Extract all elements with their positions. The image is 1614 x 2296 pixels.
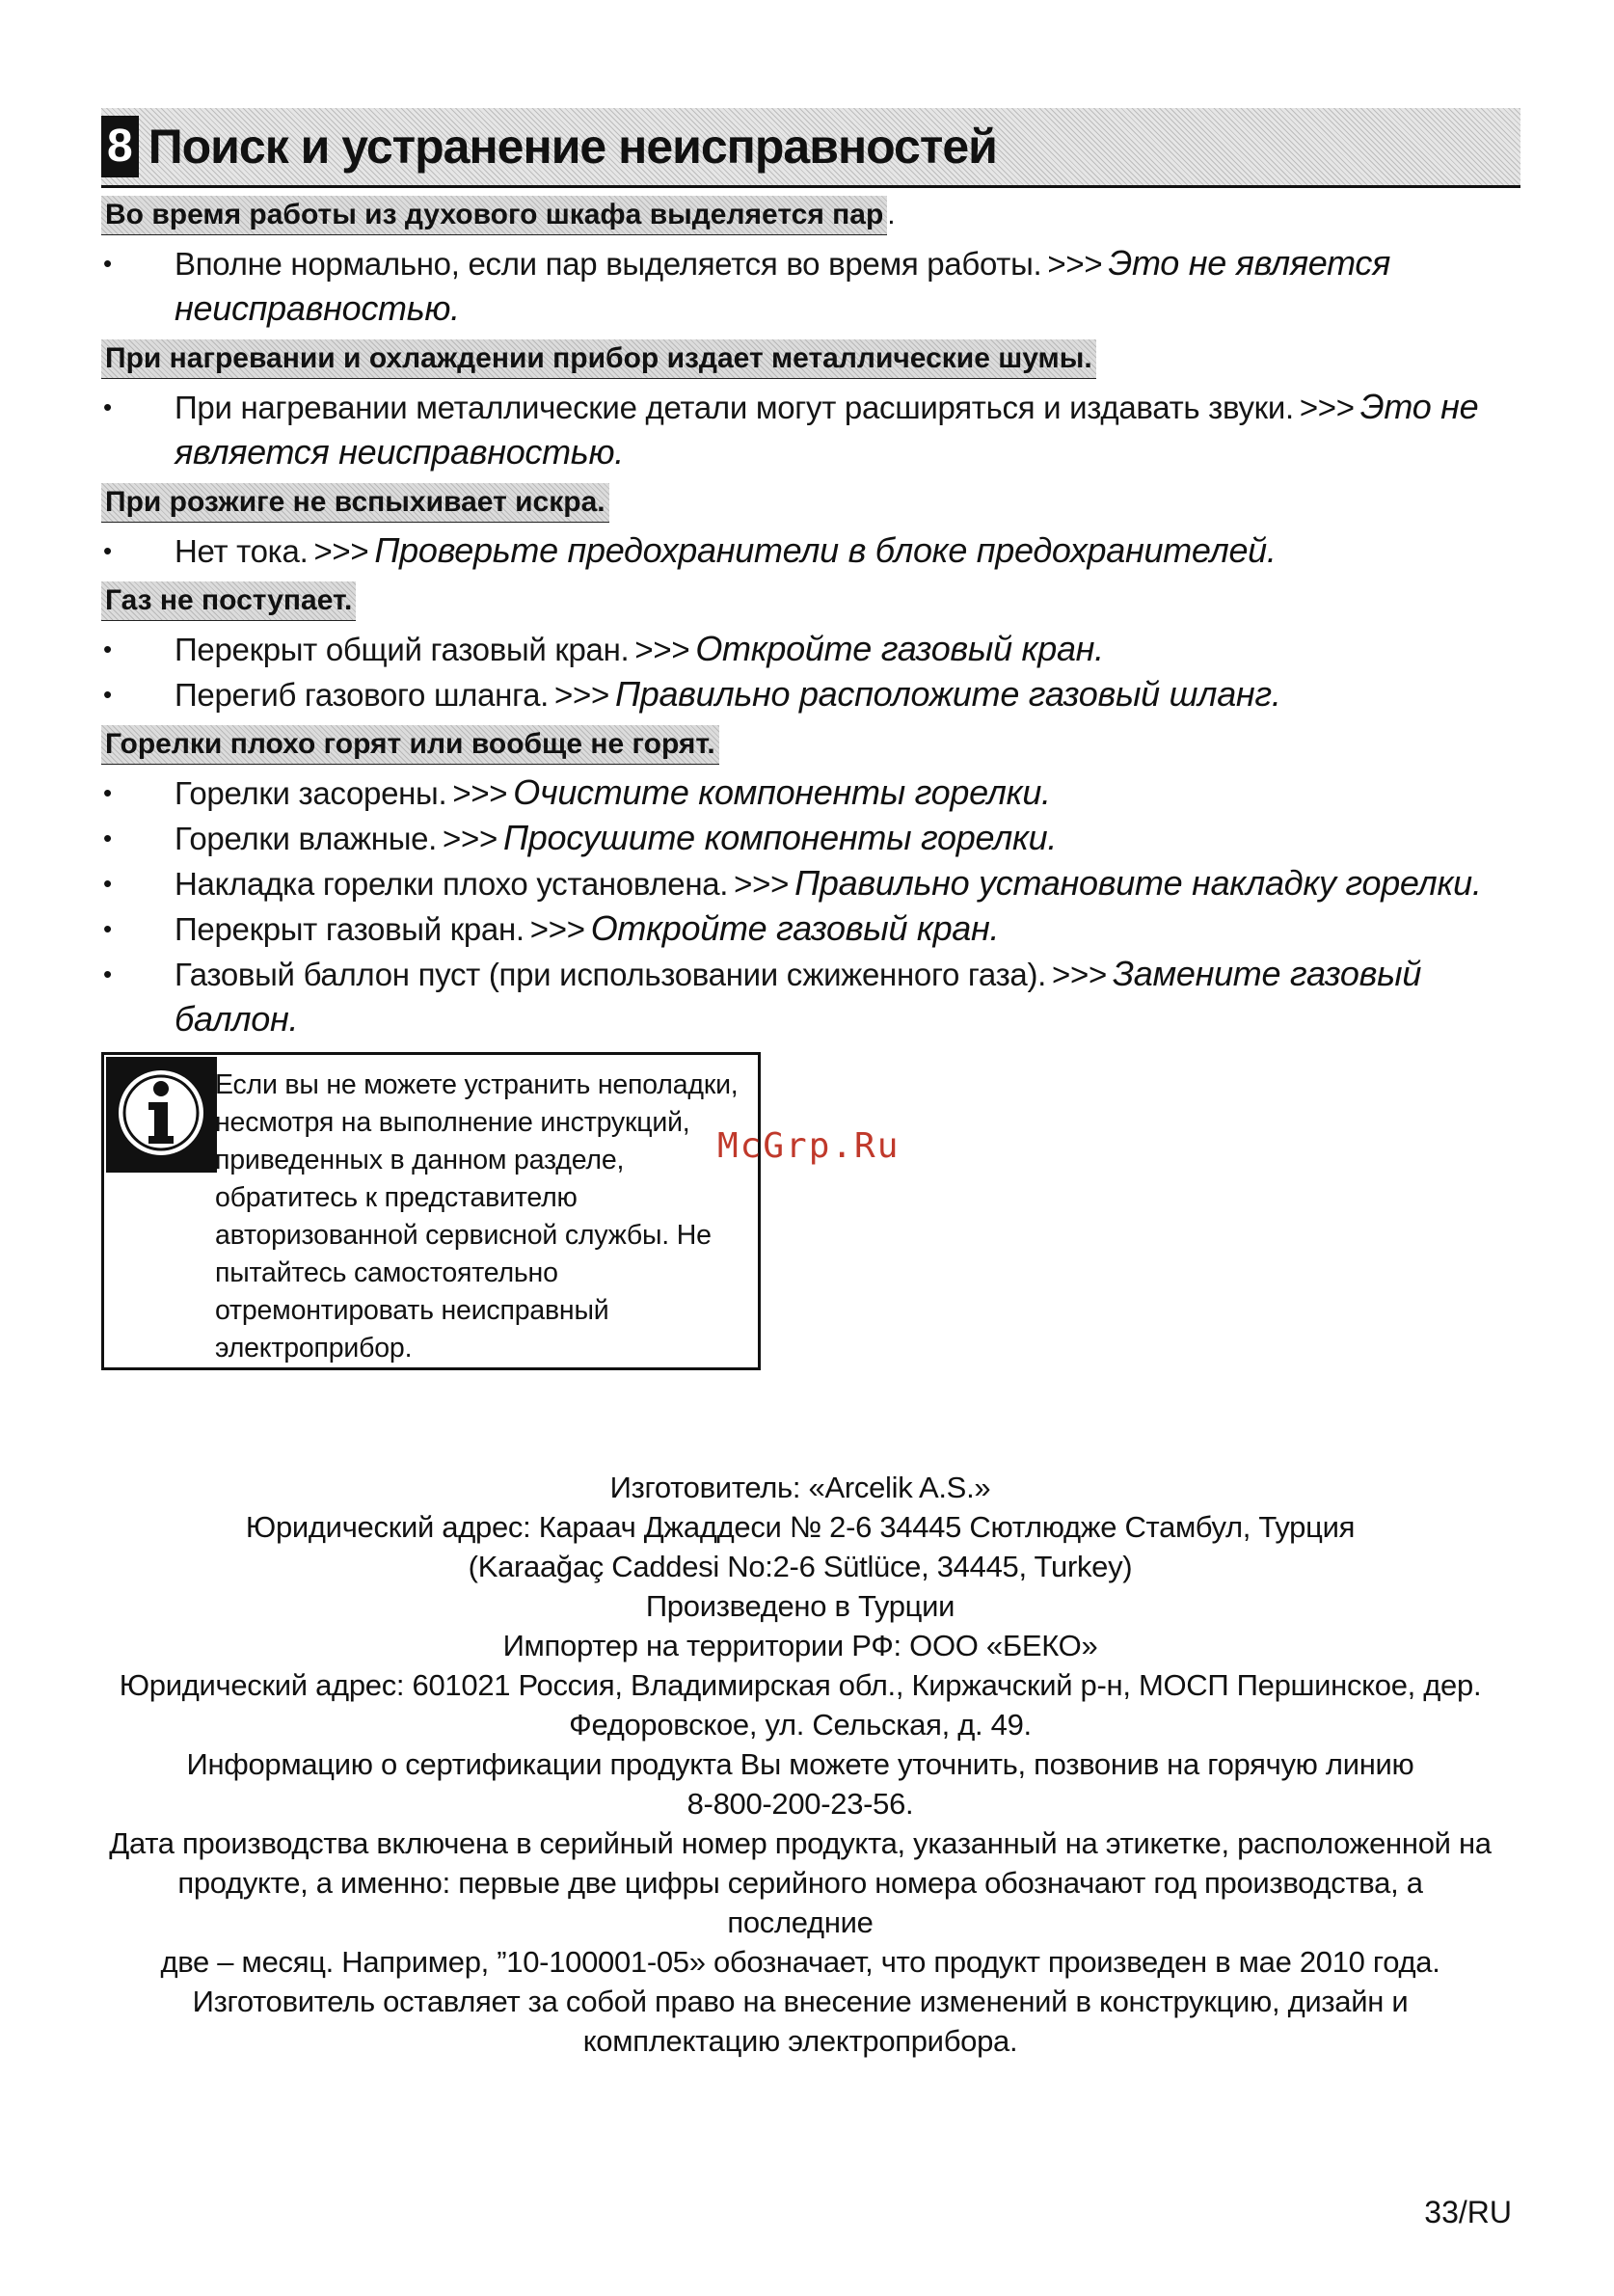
info-note-text: Если вы не можете устранить неполадки, несмотря на выполнение инструкций, приведенных в данном разделе, обратитесь к представителю авторизованной сервисной службы. Не пытайтесь самостоятельно отремонтировать неисправный электроприбор. — [215, 1069, 739, 1364]
cause-text: Горелки влажные. — [175, 821, 438, 856]
list-item — [101, 385, 1520, 475]
problem-title: Горелки плохо горят или вообще не горят. — [101, 725, 719, 765]
page-number: 33/RU — [1424, 2195, 1512, 2229]
arrows: >>> — [443, 821, 498, 856]
arrows: >>> — [634, 632, 690, 667]
info-icon — [106, 1057, 217, 1173]
action-text: Откройте газовый кран. — [695, 629, 1104, 668]
solution-list — [101, 385, 1520, 475]
solution-list — [101, 241, 1520, 332]
section-heading — [101, 108, 1520, 188]
action-text: Просушите компоненты горелки. — [502, 818, 1058, 857]
arrows: >>> — [1299, 390, 1355, 425]
footer-line: Изготовитель: «Arcelik A.S.» — [609, 1471, 991, 1504]
problem-title: Во время работы из духового шкафа выделяется пар — [101, 196, 887, 235]
manufacturer-info — [101, 1468, 1499, 2061]
arrows: >>> — [452, 775, 508, 811]
arrows: >>> — [554, 677, 609, 713]
problem-block — [101, 574, 1520, 717]
footer-line: две – месяц. Например, ”10-100001-05» обозначает, что продукт произведен в мае 2010 года. — [160, 1945, 1440, 1979]
problem-title-suffix: . — [887, 199, 896, 230]
problem-title: При розжиге не вспыхивает искра. — [101, 483, 609, 523]
solution-list — [101, 770, 1520, 1042]
list-item — [101, 241, 1520, 332]
footer-line: (Karaağaç Caddesi No:2-6 Sütlüce, 34445, Turkey) — [468, 1550, 1133, 1583]
solution-list — [101, 528, 1520, 574]
action-text: Очистите компоненты горелки. — [513, 772, 1051, 812]
action-text: Это не является неисправностью. — [175, 243, 1391, 328]
footer-line: Произведено в Турции — [645, 1589, 955, 1623]
action-text: Проверьте предохранители в блоке предохранителей. — [374, 530, 1277, 570]
cause-text: Газовый баллон пуст (при использовании сжиженного газа). — [175, 957, 1047, 992]
problem-title: При нагревании и охлаждении прибор издает металлические шумы. — [101, 339, 1096, 379]
footer-line: Информацию о сертификации продукта Вы можете уточнить, позвонив на горячую линию — [186, 1747, 1414, 1781]
problem-block — [101, 332, 1520, 475]
info-note — [101, 1052, 761, 1370]
problem-block — [101, 475, 1520, 574]
problem-title: Газ не поступает. — [101, 581, 356, 621]
action-text: Правильно расположите газовый шланг. — [614, 674, 1281, 714]
action-text: Правильно установите накладку горелки. — [794, 863, 1482, 903]
solution-list — [101, 627, 1520, 717]
footer-line: 8-800-200-23-56. — [686, 1787, 914, 1821]
list-item — [101, 672, 1520, 717]
section-number: 8 — [101, 116, 139, 177]
footer-line: Юридический адрес: Караач Джаддеси № 2-6 34445 Сютлюдже Стамбул, Турция — [245, 1510, 1356, 1544]
arrows: >>> — [734, 866, 790, 902]
arrows: >>> — [313, 533, 369, 569]
cause-text: Перекрыт газовый кран. — [175, 911, 525, 947]
troubleshooting-list — [101, 188, 1520, 1042]
list-item — [101, 627, 1520, 672]
list-item — [101, 528, 1520, 574]
arrows: >>> — [1047, 246, 1103, 282]
cause-text: Накладка горелки плохо установлена. — [175, 866, 729, 902]
action-text: Откройте газовый кран. — [590, 908, 1000, 948]
footer-line: Изготовитель оставляет за собой право на внесение изменений в конструкцию, дизайн и — [192, 1985, 1409, 2018]
footer-line: Юридический адрес: 601021 Россия, Владимирская обл., Киржачский р-н, МОСП Першинское, дер. — [119, 1668, 1482, 1702]
cause-text: При нагревании металлические детали могут расширяться и издавать звуки. — [175, 390, 1294, 425]
cause-text: Вполне нормально, если пар выделяется во время работы. — [175, 246, 1042, 282]
problem-block — [101, 188, 1520, 332]
action-text: Замените газовый баллон. — [175, 954, 1422, 1039]
arrows: >>> — [1052, 957, 1107, 992]
footer-line: Дата производства включена в серийный номер продукта, указанный на этикетке, расположенной на — [109, 1826, 1492, 1860]
list-item — [101, 952, 1520, 1042]
list-item — [101, 770, 1520, 816]
action-text: Это не является неисправностью. — [175, 387, 1479, 472]
arrows: >>> — [529, 911, 585, 947]
cause-text: Горелки засорены. — [175, 775, 447, 811]
footer-line: продукте, а именно: первые две цифры серийного номера обозначают год производства, а последние — [177, 1866, 1423, 1939]
section-title: Поиск и устранение неисправностей — [148, 120, 997, 174]
list-item — [101, 816, 1520, 861]
footer-line: Импортер на территории РФ: ООО «БЕКО» — [502, 1629, 1098, 1662]
cause-text: Нет тока. — [175, 533, 309, 569]
watermark: McGrp.Ru — [717, 1126, 901, 1166]
problem-block — [101, 717, 1520, 1042]
footer-line: Федоровское, ул. Сельская, д. 49. — [569, 1708, 1032, 1742]
cause-text: Перегиб газового шланга. — [175, 677, 550, 713]
list-item — [101, 906, 1520, 952]
cause-text: Перекрыт общий газовый кран. — [175, 632, 630, 667]
page-content — [101, 108, 1520, 1370]
footer-line: комплектацию электроприбора. — [582, 2024, 1018, 2058]
list-item — [101, 861, 1520, 906]
